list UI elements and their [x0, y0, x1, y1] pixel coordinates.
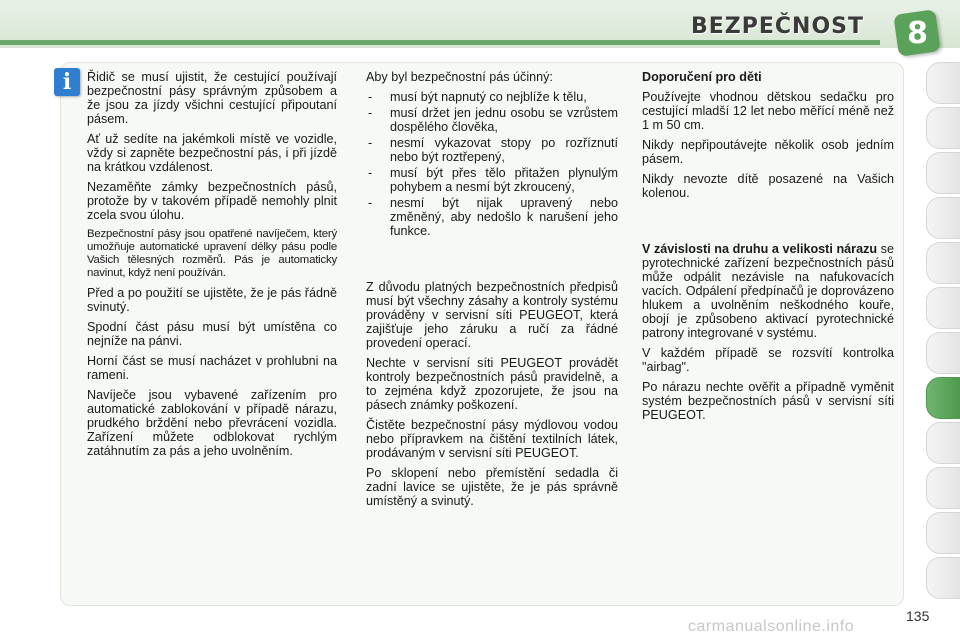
watermark: carmanualsonline.info: [688, 618, 855, 635]
bold-lead: V závislosti na druhu a velikosti nárazu: [642, 242, 878, 256]
chapter-tab[interactable]: [926, 287, 960, 329]
chapter-tab[interactable]: [926, 107, 960, 149]
paragraph: Nikdy nepřipoutávejte několik osob jedním pásem.: [642, 138, 894, 166]
spacer: [642, 206, 894, 242]
chapter-tab[interactable]: [926, 242, 960, 284]
list-item: - nesmí vykazovat stopy po rozříznutí nebo být roztřepený,: [366, 136, 618, 164]
paragraph: Ať už sedíte na jakémkoli místě ve vozidle, vždy si zapněte bezpečnostní pás, i při jízdě na krátkou vzdálenost.: [87, 132, 337, 174]
paragraph-rest: se pyrotechnické zařízení bezpečnostních pásů může odpálit nezávisle na nafukovacích vacích. Odpálení předpínačů je doprovázeno hlukem a uvolněním neškodného kouře, obojí je způsobeno aktivací pyrotechnické patrony integrované v systému.: [642, 242, 894, 340]
paragraph: Nezaměňte zámky bezpečnostních pásů, protože by v takovém případě nemohly plnit zcela svou úlohu.: [87, 180, 337, 222]
chapter-badge: [893, 9, 940, 56]
paragraph: Nechte v servisní síti PEUGEOT provádět kontroly bezpečnostních pásů pravidelně, a to zejména když zpozorujete, že jsou na pásech známky poškození.: [366, 356, 618, 412]
column-middle: [366, 70, 618, 514]
list-item: - musí být přes tělo přitažen plynulým pohybem a nesmí být zkroucený,: [366, 166, 618, 194]
paragraph: Čistěte bezpečnostní pásy mýdlovou vodou nebo přípravkem na čištění textilních látek, prodávaným v servisní síti PEUGEOT.: [366, 418, 618, 460]
chapter-number: 8: [906, 15, 928, 51]
chapter-tab[interactable]: [926, 152, 960, 194]
page-title: BEZPEČNOST: [690, 14, 864, 39]
column-right: [642, 70, 894, 428]
spacer: [366, 244, 618, 280]
chapter-tab[interactable]: [926, 467, 960, 509]
chapter-tab[interactable]: [926, 422, 960, 464]
paragraph: Aby byl bezpečnostní pás účinný:: [366, 70, 553, 84]
paragraph: Z důvodu platných bezpečnostních předpisů musí být všechny zásahy a kontroly systému prováděny v servisní síti PEUGEOT, která zajišťuje jeho záruku a ručí za řádné provedení operací.: [366, 280, 618, 350]
chapter-tab-active[interactable]: [926, 377, 960, 419]
paragraph: Řidič se musí ujistit, že cestující používají bezpečnostní pásy správným způsobem a že jsou za jízdy všichni cestující připoutaní pásem.: [87, 70, 337, 126]
chapter-tabs: [926, 62, 960, 580]
paragraph: Navíječe jsou vybavené zařízením pro automatické zablokování v případě nárazu, prudkého brždění nebo převrácení vozidla. Zařízení můžete odblokovat rychlým zatáhnutím za pás a jeho uvolněním.: [87, 388, 337, 458]
paragraph: Po nárazu nechte ověřit a případně vyměnit systém bezpečnostních pásů v servisní síti PEUGEOT.: [642, 380, 894, 422]
section-heading: Doporučení pro děti: [642, 70, 762, 84]
column-left: [87, 70, 337, 464]
chapter-tab[interactable]: [926, 512, 960, 554]
paragraph: Bezpečnostní pásy jsou opatřené navíječem, který umožňuje automatické upravení délky pásu podle Vašich tělesných rozměrů. Pás je automaticky navinut, když není používán.: [87, 228, 337, 279]
info-icon: i: [54, 68, 80, 96]
chapter-tab[interactable]: [926, 332, 960, 374]
paragraph: Před a po použití se ujistěte, že je pás řádně svinutý.: [87, 286, 337, 314]
chapter-tab[interactable]: [926, 62, 960, 104]
list-item: - musí držet jen jednu osobu se vzrůstem dospělého člověka,: [366, 106, 618, 134]
page-number: 135: [906, 608, 930, 624]
paragraph: Spodní část pásu musí být umístěna co nejníže na pánvi.: [87, 320, 337, 348]
paragraph: Horní část se musí nacházet v prohlubni na rameni.: [87, 354, 337, 382]
header-rule: [0, 40, 880, 45]
paragraph: Používejte vhodnou dětskou sedačku pro cestující mladší 12 let nebo měřící méně než 1 m 50 cm.: [642, 90, 894, 132]
list-item: - musí být napnutý co nejblíže k tělu,: [366, 90, 618, 104]
paragraph: V každém případě se rozsvítí kontrolka "airbag".: [642, 346, 894, 374]
paragraph: Po sklopení nebo přemístění sedadla či zadní lavice se ujistěte, že je pás správně umístěný a svinutý.: [366, 466, 618, 508]
requirements-list: [366, 90, 618, 238]
list-item: - nesmí být nijak upravený nebo změněný, aby nedošlo k narušení jeho funkce.: [366, 196, 618, 238]
chapter-tab[interactable]: [926, 197, 960, 239]
chapter-tab[interactable]: [926, 557, 960, 599]
paragraph: [642, 242, 894, 340]
paragraph: Nikdy nevozte dítě posazené na Vašich kolenou.: [642, 172, 894, 200]
